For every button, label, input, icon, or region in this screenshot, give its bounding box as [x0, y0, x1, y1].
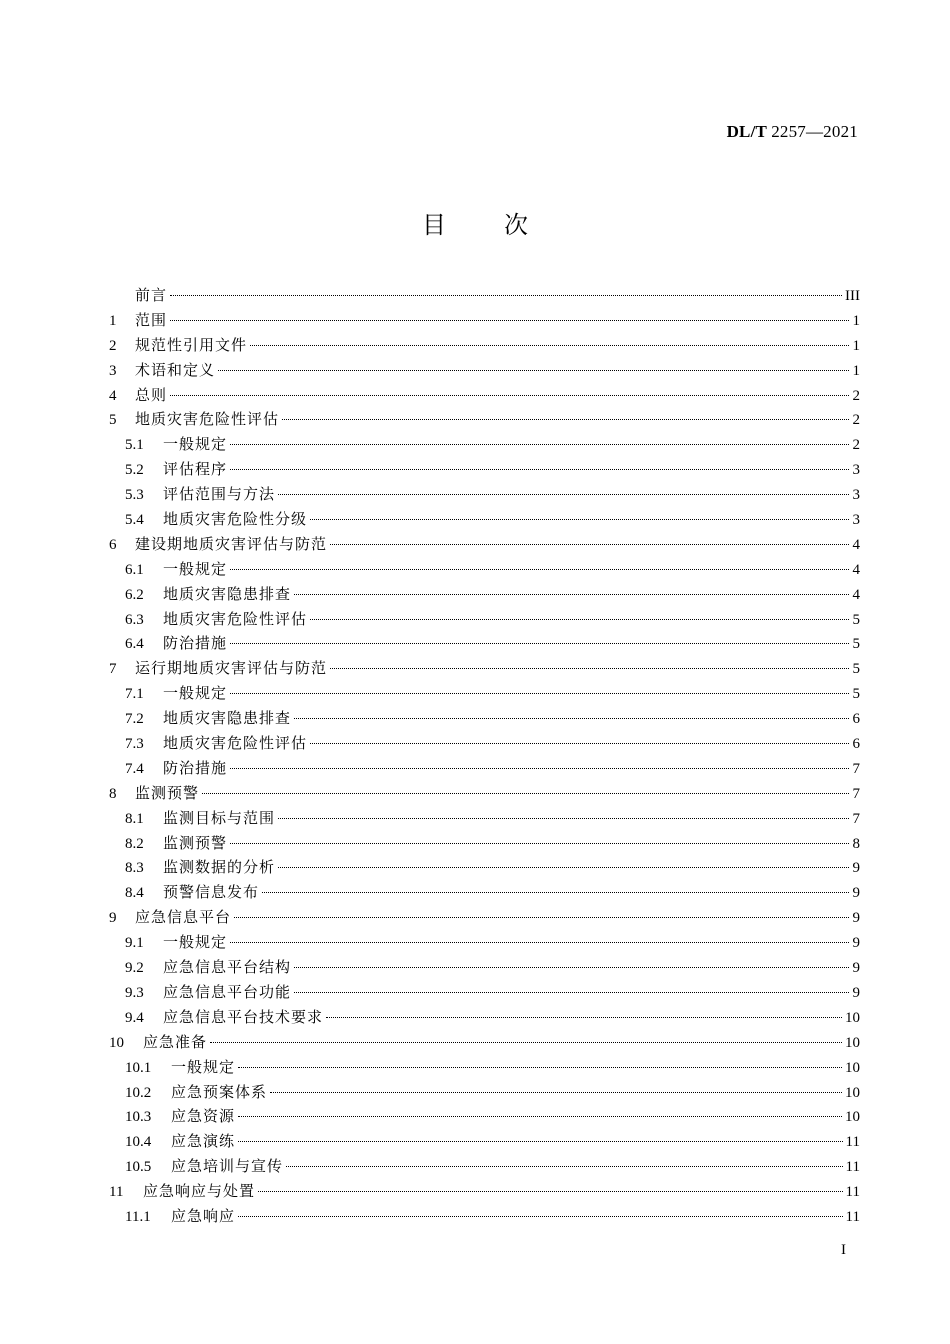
toc-entry[interactable] [109, 631, 860, 656]
dot-leader [310, 743, 849, 744]
toc-entry-number: 5.1 [125, 437, 144, 454]
toc-entry[interactable] [109, 1179, 860, 1204]
toc-entry-page: 9 [852, 885, 860, 902]
toc-entry-number: 9.2 [125, 960, 144, 977]
toc-entry[interactable] [109, 1129, 860, 1154]
toc-entry-label: 预警信息发布 [163, 883, 260, 902]
toc-entry-page: 5 [852, 661, 860, 678]
toc-entry-page: 11 [845, 1208, 860, 1225]
dot-leader [238, 1116, 842, 1117]
toc-entry[interactable] [109, 557, 860, 582]
toc-entry-page: 7 [852, 785, 860, 802]
toc-entry-number: 8.2 [125, 835, 144, 852]
toc-entry-page: 2 [852, 437, 860, 454]
toc-entry-label: 监测预警 [163, 833, 228, 852]
toc-entry-page: 9 [852, 910, 860, 927]
toc-entry[interactable] [109, 407, 860, 432]
toc-entry[interactable] [109, 855, 860, 880]
toc-entry-page: 6 [852, 711, 860, 728]
toc-entry-number: 5.2 [125, 462, 144, 479]
dot-leader [286, 1166, 843, 1167]
toc-entry-label: 地质灾害危险性评估 [163, 734, 308, 753]
dot-leader [262, 892, 849, 893]
table-of-contents [109, 283, 860, 1229]
toc-entry-number: 10 [109, 1034, 124, 1051]
toc-entry-number: 7.1 [125, 686, 144, 703]
dot-leader [170, 395, 849, 396]
toc-entry[interactable] [109, 1030, 860, 1055]
toc-entry-label: 运行期地质灾害评估与防范 [135, 659, 328, 678]
toc-entry-label: 建设期地质灾害评估与防范 [135, 534, 328, 553]
dot-leader [326, 1017, 842, 1018]
dot-leader [330, 544, 849, 545]
toc-entry-label: 应急信息平台技术要求 [163, 1007, 324, 1026]
toc-entry-page: 5 [852, 611, 860, 628]
toc-entry[interactable] [109, 607, 860, 632]
toc-entry[interactable] [109, 756, 860, 781]
toc-entry-label: 应急准备 [143, 1032, 208, 1051]
toc-entry-page: 7 [852, 760, 860, 777]
toc-entry-number: 6.1 [125, 561, 144, 578]
toc-entry[interactable] [109, 1104, 860, 1129]
toc-entry-page: 7 [852, 810, 860, 827]
toc-entry-page: 9 [852, 860, 860, 877]
dot-leader [230, 942, 849, 943]
toc-entry[interactable] [109, 781, 860, 806]
toc-entry-page: 3 [852, 512, 860, 529]
toc-entry[interactable] [109, 955, 860, 980]
dot-leader [230, 444, 849, 445]
toc-entry[interactable] [109, 358, 860, 383]
dot-leader [230, 768, 849, 769]
toc-entry[interactable] [109, 383, 860, 408]
dot-leader [310, 619, 849, 620]
toc-entry-page: 10 [845, 1059, 860, 1076]
dot-leader [218, 370, 849, 371]
toc-entry-page: 9 [852, 984, 860, 1001]
dot-leader [278, 494, 849, 495]
toc-entry-page: 9 [852, 935, 860, 952]
toc-entry-label: 防治措施 [163, 758, 228, 777]
toc-entry[interactable] [109, 1055, 860, 1080]
toc-entry[interactable] [109, 1080, 860, 1105]
toc-entry-label: 规范性引用文件 [135, 335, 248, 354]
dot-leader [310, 519, 849, 520]
toc-entry-label: 监测目标与范围 [163, 808, 276, 827]
standard-code [727, 122, 858, 142]
toc-entry-page: 1 [852, 312, 860, 329]
toc-entry[interactable] [109, 656, 860, 681]
standard-prefix: DL/T [726, 122, 767, 141]
toc-entry-page: 10 [845, 1109, 860, 1126]
toc-entry-label: 监测预警 [135, 783, 200, 802]
page-number: I [841, 1242, 846, 1258]
toc-entry[interactable] [109, 1204, 860, 1229]
toc-entry-page: 1 [852, 337, 860, 354]
toc-entry-label: 一般规定 [171, 1057, 236, 1076]
toc-entry-number: 4 [109, 387, 117, 404]
toc-entry-page: 4 [852, 536, 860, 553]
toc-entry-number: 10.2 [125, 1084, 152, 1101]
toc-entry[interactable] [109, 905, 860, 930]
toc-entry-number: 8 [109, 785, 117, 802]
toc-entry-number: 6 [109, 536, 117, 553]
toc-entry[interactable] [109, 532, 860, 557]
toc-entry-page: 5 [852, 686, 860, 703]
toc-entry-page: 4 [852, 586, 860, 603]
toc-entry-label: 应急培训与宣传 [171, 1157, 284, 1176]
dot-leader [282, 419, 849, 420]
toc-entry-number: 9.3 [125, 984, 144, 1001]
toc-entry-page: 11 [845, 1184, 860, 1201]
toc-entry-label: 评估程序 [163, 460, 228, 479]
toc-entry-label: 防治措施 [163, 634, 228, 653]
toc-entry[interactable] [109, 831, 860, 856]
toc-entry-number: 6.3 [125, 611, 144, 628]
toc-entry-page: 1 [852, 362, 860, 379]
dot-leader [294, 967, 849, 968]
toc-entry-number: 5 [109, 412, 117, 429]
toc-entry-label: 应急响应 [171, 1206, 236, 1225]
toc-entry[interactable] [109, 308, 860, 333]
toc-entry-label: 一般规定 [163, 684, 228, 703]
toc-entry-number: 11 [109, 1184, 124, 1201]
page-title: 目次 [422, 211, 586, 239]
dot-leader [170, 295, 842, 296]
toc-entry-number: 10.3 [125, 1109, 152, 1126]
toc-entry-label: 应急信息平台结构 [163, 958, 292, 977]
toc-entry[interactable] [109, 681, 860, 706]
toc-entry-label: 地质灾害危险性分级 [163, 510, 308, 529]
toc-entry-number: 8.4 [125, 885, 144, 902]
toc-entry-page: 4 [852, 561, 860, 578]
toc-entry-label: 地质灾害隐患排查 [163, 584, 292, 603]
standard-number: 2257—2021 [771, 122, 858, 141]
toc-entry-page: 9 [852, 960, 860, 977]
toc-entry-label: 应急资源 [171, 1107, 236, 1126]
toc-entry-label: 一般规定 [163, 559, 228, 578]
dot-leader [202, 793, 849, 794]
toc-entry-label: 应急预案体系 [171, 1082, 268, 1101]
dot-leader [230, 693, 849, 694]
toc-entry-number: 9 [109, 910, 117, 927]
toc-entry-number: 5.4 [125, 512, 144, 529]
dot-leader [270, 1092, 842, 1093]
dot-leader [294, 594, 849, 595]
toc-entry[interactable] [109, 333, 860, 358]
toc-entry-page: 10 [845, 1034, 860, 1051]
toc-entry-label: 术语和定义 [135, 360, 216, 379]
dot-leader [238, 1216, 843, 1217]
toc-entry-number: 6.2 [125, 586, 144, 603]
toc-entry-page: 5 [852, 636, 860, 653]
toc-entry-number: 10.1 [125, 1059, 152, 1076]
toc-entry[interactable] [109, 507, 860, 532]
toc-entry-page: 3 [852, 487, 860, 504]
toc-entry-number: 8.3 [125, 860, 144, 877]
toc-entry[interactable] [109, 930, 860, 955]
toc-entry-page: 2 [852, 387, 860, 404]
toc-entry-number: 3 [109, 362, 117, 379]
dot-leader [238, 1067, 842, 1068]
toc-entry-label: 应急演练 [171, 1132, 236, 1151]
toc-entry-number: 11.1 [125, 1208, 151, 1225]
dot-leader [278, 818, 849, 819]
dot-leader [230, 843, 849, 844]
dot-leader [210, 1042, 842, 1043]
dot-leader [250, 345, 849, 346]
toc-entry[interactable] [109, 980, 860, 1005]
toc-entry-page: 3 [852, 462, 860, 479]
toc-entry-number: 7.3 [125, 736, 144, 753]
toc-entry[interactable] [109, 1005, 860, 1030]
toc-entry-label: 监测数据的分析 [163, 858, 276, 877]
toc-entry-label: 地质灾害危险性评估 [163, 609, 308, 628]
toc-entry[interactable] [109, 880, 860, 905]
dot-leader [238, 1141, 843, 1142]
toc-entry-number: 10.4 [125, 1134, 152, 1151]
toc-entry-number: 6.4 [125, 636, 144, 653]
toc-entry-page: 6 [852, 736, 860, 753]
toc-entry-label: 范围 [135, 310, 168, 329]
toc-entry-number: 7.2 [125, 711, 144, 728]
toc-entry[interactable] [109, 1154, 860, 1179]
toc-entry[interactable] [109, 482, 860, 507]
toc-entry-page: 11 [845, 1159, 860, 1176]
toc-entry-page: 2 [852, 412, 860, 429]
toc-entry[interactable] [109, 283, 860, 308]
dot-leader [294, 992, 849, 993]
toc-entry-page: 10 [845, 1009, 860, 1026]
toc-entry-page: 10 [845, 1084, 860, 1101]
toc-entry-label: 应急信息平台 [135, 908, 232, 927]
toc-entry[interactable] [109, 432, 860, 457]
toc-entry[interactable] [109, 731, 860, 756]
toc-entry-number: 1 [109, 312, 117, 329]
dot-leader [230, 469, 849, 470]
toc-entry-label: 地质灾害隐患排查 [163, 709, 292, 728]
toc-entry-label: 评估范围与方法 [163, 485, 276, 504]
toc-entry-page: 8 [852, 835, 860, 852]
toc-entry-number: 7.4 [125, 760, 144, 777]
toc-entry-number: 7 [109, 661, 117, 678]
dot-leader [230, 643, 849, 644]
dot-leader [170, 320, 849, 321]
toc-entry[interactable] [109, 457, 860, 482]
toc-entry[interactable] [109, 806, 860, 831]
dot-leader [234, 917, 849, 918]
toc-entry-number: 2 [109, 337, 117, 354]
toc-entry-label: 一般规定 [163, 435, 228, 454]
dot-leader [330, 668, 849, 669]
toc-entry-number: 9.1 [125, 935, 144, 952]
toc-entry-label: 应急信息平台功能 [163, 982, 292, 1001]
dot-leader [294, 718, 849, 719]
toc-entry-number: 8.1 [125, 810, 144, 827]
dot-leader [258, 1191, 843, 1192]
toc-entry-label: 应急响应与处置 [143, 1182, 256, 1201]
toc-entry-page: III [845, 288, 860, 304]
toc-entry[interactable] [109, 706, 860, 731]
dot-leader [230, 569, 849, 570]
toc-entry-number: 9.4 [125, 1009, 144, 1026]
toc-entry-label: 一般规定 [163, 933, 228, 952]
toc-entry-label: 地质灾害危险性评估 [135, 410, 280, 429]
toc-entry-label: 前言 [135, 286, 168, 304]
toc-entry[interactable] [109, 582, 860, 607]
toc-entry-label: 总则 [135, 385, 168, 404]
toc-entry-page: 11 [845, 1134, 860, 1151]
toc-entry-number: 5.3 [125, 487, 144, 504]
dot-leader [278, 867, 849, 868]
toc-entry-number: 10.5 [125, 1159, 152, 1176]
